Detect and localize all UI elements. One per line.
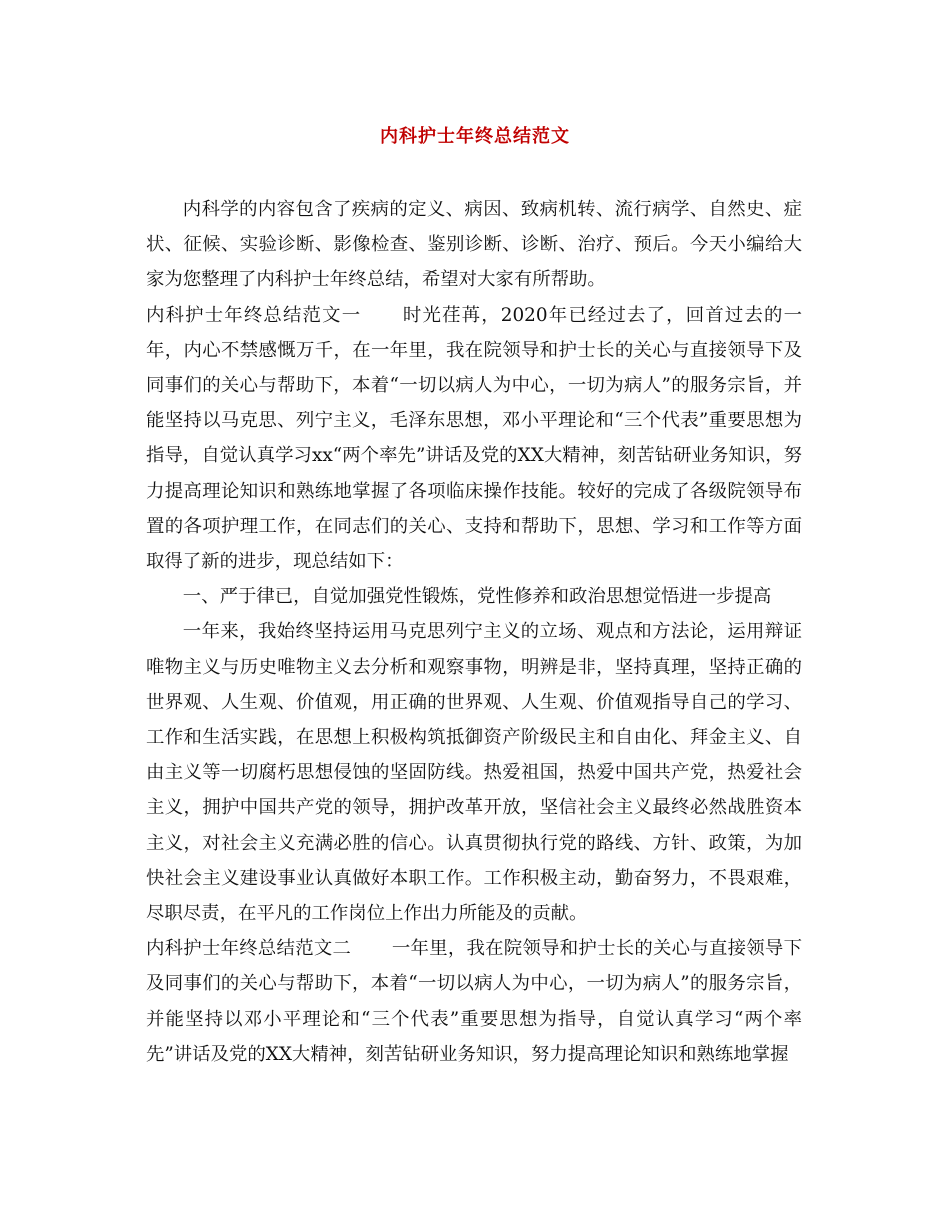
section-2-heading: 内科护士年终总结范文二 xyxy=(146,938,352,960)
section-1 xyxy=(146,298,802,580)
section-1-body: 时光荏苒，2020年已经过去了，回首过去的一年，内心不禁感慨万千，在一年里，我在院领导和护士长的关心与直接领导下及同事们的关心与帮助下，本着“一切以病人为中心，一切为病人”的服务宗旨，并能坚持以马克思、列宁主义，毛泽东思想，邓小平理论和“三个代表”重要思想为指导，自觉认真学习xx“两个率先”讲话及党的XX大精神，刻苦钻研业务知识，努力提高理论知识和熟练地掌握了各项临床操作技能。较好的完成了各级院领导布置的各项护理工作，在同志们的关心、支持和帮助下，思想、学习和工作等方面取得了新的进步，现总结如下： xyxy=(146,304,802,573)
paragraph-2: 一年来，我始终坚持运用马克思列宁主义的立场、观点和方法论，运用辩证唯物主义与历史唯物主义去分析和观察事物，明辨是非，坚持真理，坚持正确的世界观、人生观、价值观，用正确的世界观、人生观、价值观指导自己的学习、工作和生活实践，在思想上积极构筑抵御资产阶级民主和自由化、拜金主义、自由主义等一切腐朽思想侵蚀的坚固防线。热爱祖国，热爱中国共产党，热爱社会主义，拥护中国共产党的领导，拥护改革开放，坚信社会主义最终必然战胜资本主义，对社会主义充满必胜的信心。认真贯彻执行党的路线、方针、政策，为加快社会主义建设事业认真做好本职工作。工作积极主动，勤奋努力，不畏艰难，尽职尽责，在平凡的工作岗位上作出力所能及的贡献。 xyxy=(146,621,802,925)
intro-paragraph: 内科学的内容包含了疾病的定义、病因、致病机转、流行病学、自然史、症状、征候、实验诊断、影像检查、鉴别诊断、诊断、治疗、预后。今天小编给大家为您整理了内科护士年终总结，希望对大家有所帮助。 xyxy=(146,199,802,291)
section-1-heading: 内科护士年终总结范文一 xyxy=(146,304,362,326)
subheading-1: 一、严于律已，自觉加强党性锻炼，党性修养和政治思想觉悟进一步提高 xyxy=(182,586,772,608)
document-body xyxy=(146,192,802,1072)
section-2-body: 一年里，我在院领导和护士长的关心与直接领导下及同事们的关心与帮助下，本着“一切以病人为中心，一切为病人”的服务宗旨，并能坚持以邓小平理论和“三个代表”重要思想为指导，自觉认真学习“两个率先”讲话及党的XX大精神，刻苦钻研业务知识，努力提高理论知识和熟练地掌握 xyxy=(146,938,802,1065)
section-2 xyxy=(146,931,802,1072)
document-title: 内科护士年终总结范文 xyxy=(380,126,570,147)
